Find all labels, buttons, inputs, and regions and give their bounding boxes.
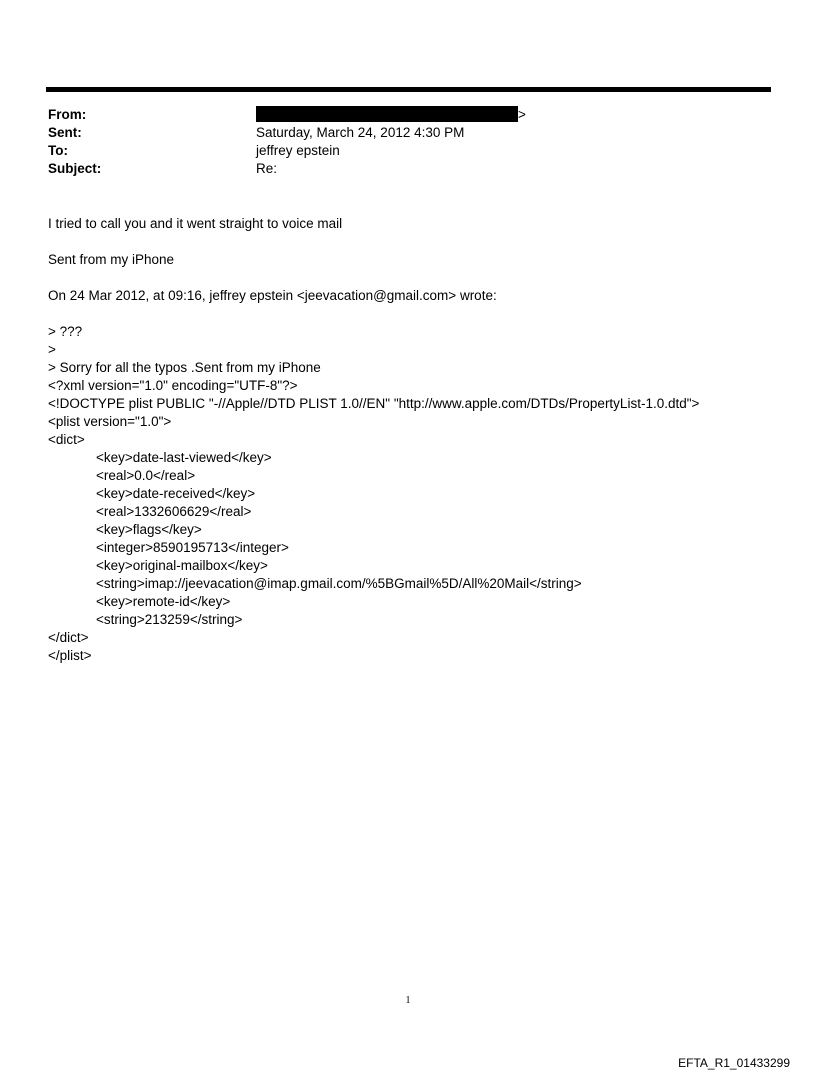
sent-label: Sent: xyxy=(48,125,82,140)
doctype-line: <!DOCTYPE plist PUBLIC "-//Apple//DTD PLIST 1.0//EN" "http://www.apple.com/DTDs/PropertyList-1.0.dtd"> xyxy=(48,396,700,411)
header-divider xyxy=(46,87,771,92)
dict-close: </dict> xyxy=(48,630,89,645)
page-number: 1 xyxy=(405,995,411,1006)
to-label: To: xyxy=(48,143,68,158)
redaction-block xyxy=(256,106,518,122)
plist-close: </plist> xyxy=(48,648,92,663)
spacer xyxy=(48,233,788,251)
email-header xyxy=(48,106,748,178)
quote-intro: On 24 Mar 2012, at 09:16, jeffrey epstein <jeevacation@gmail.com> wrote: xyxy=(48,288,497,303)
dict-line: <real>0.0</real> xyxy=(96,468,196,483)
document-id: EFTA_R1_01433299 xyxy=(678,1056,790,1070)
to-row xyxy=(48,142,748,160)
dict-line: <string>imap://jeevacation@imap.gmail.com/%5BGmail%5D/All%20Mail</string> xyxy=(96,576,582,591)
from-row xyxy=(48,106,748,124)
quoted-line: > Sorry for all the typos .Sent from my iPhone xyxy=(48,360,321,375)
subject-label: Subject: xyxy=(48,161,102,176)
dict-line: <key>remote-id</key> xyxy=(96,594,231,609)
message-text: I tried to call you and it went straight to voice mail xyxy=(48,216,343,231)
email-body xyxy=(48,215,788,665)
subject-row xyxy=(48,160,748,178)
spacer xyxy=(48,269,788,287)
dict-line: <key>original-mailbox</key> xyxy=(96,558,268,573)
quoted-line: > xyxy=(48,342,56,357)
subject-value: Re: xyxy=(256,161,278,176)
dict-line: <key>date-received</key> xyxy=(96,486,256,501)
plist-open: <plist version="1.0"> xyxy=(48,414,172,429)
dict-line: <key>date-last-viewed</key> xyxy=(96,450,272,465)
dict-line: <real>1332606629</real> xyxy=(96,504,252,519)
xml-declaration: <?xml version="1.0" encoding="UTF-8"?> xyxy=(48,378,298,393)
sent-row xyxy=(48,124,748,142)
signature-text: Sent from my iPhone xyxy=(48,252,175,267)
from-value xyxy=(256,106,526,124)
to-value: jeffrey epstein xyxy=(256,143,340,158)
dict-open: <dict> xyxy=(48,432,85,447)
dict-line: <integer>8590195713</integer> xyxy=(96,540,289,555)
dict-line: <string>213259</string> xyxy=(96,612,243,627)
from-suffix: > xyxy=(518,107,526,122)
dict-line: <key>flags</key> xyxy=(96,522,202,537)
quoted-line: > ??? xyxy=(48,324,83,339)
sent-value: Saturday, March 24, 2012 4:30 PM xyxy=(256,125,465,140)
from-label: From: xyxy=(48,107,87,122)
spacer xyxy=(48,305,788,323)
